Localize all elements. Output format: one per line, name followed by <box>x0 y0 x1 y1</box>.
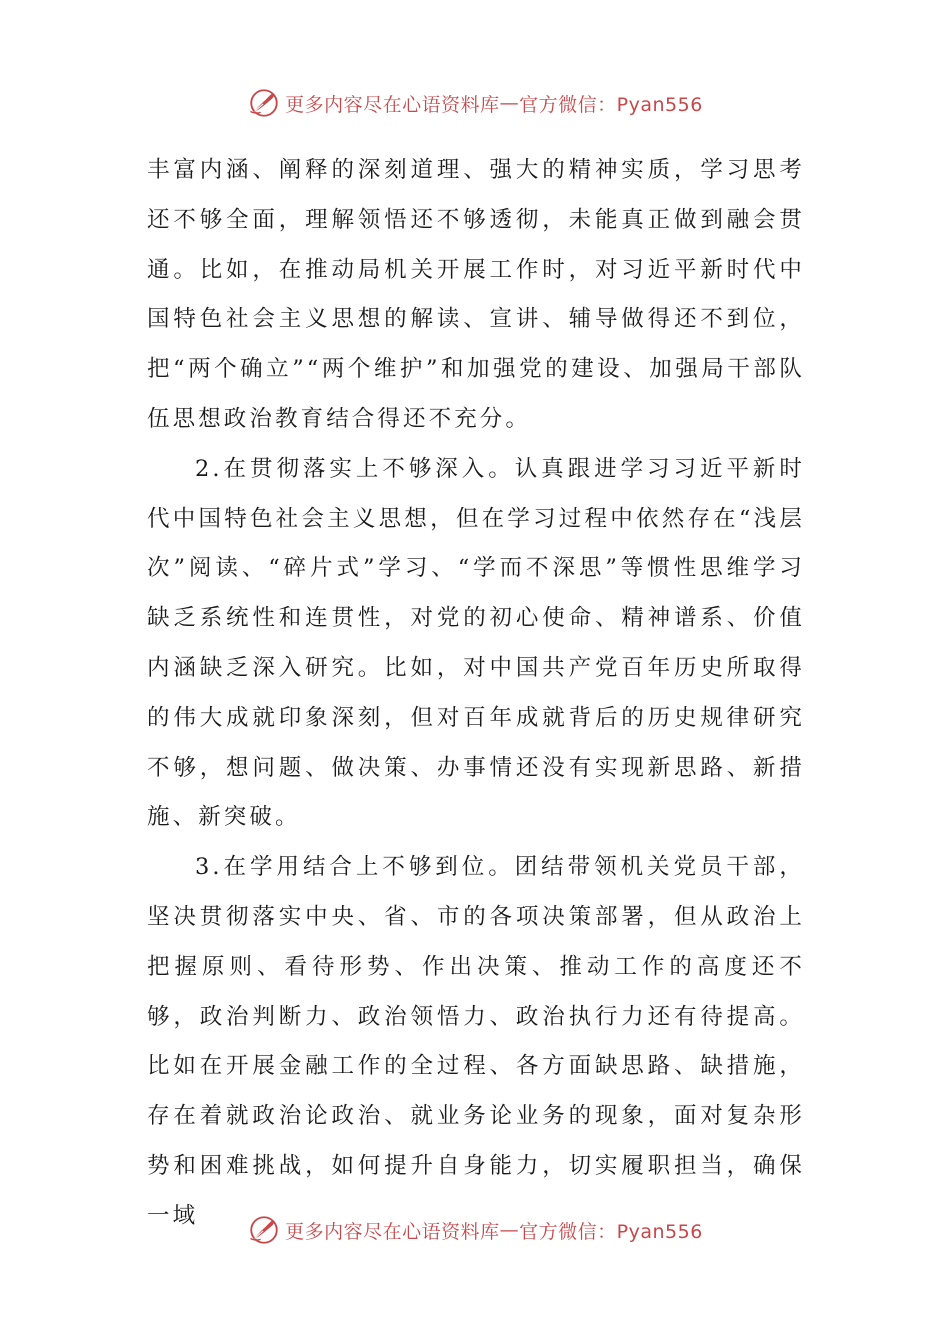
footer-banner <box>0 1210 950 1250</box>
paragraph-item-3: 3.在学用结合上不够到位。团结带领机关党员干部，坚决贯彻落实中央、省、市的各项决策部署，但从政治上把握原则、看待形势、作出决策、推动工作的高度还不够，政治判断力、政治领悟力、政治执行力还有待提高。比如在开展金融工作的全过程、各方面缺思路、缺措施，存在着就政治论政治、就业务论业务的现象，面对复杂形势和困难挑战，如何提升自身能力，切实履职担当，确保一域 <box>147 854 805 1229</box>
paragraph-continuation: 丰富内涵、阐释的深刻道理、强大的精神实质，学习思考还不够全面，理解领悟还不够透彻，未能真正做到融会贯通。比如，在推动局机关开展工作时，对习近平新时代中国特色社会主义思想的解读、宣讲、辅导做得还不到位，把“两个确立”“两个维护”和加强党的建设、加强局干部队伍思想政治教育结合得还不充分。 <box>147 157 805 432</box>
banner-contact: 官方微信：Pyan556 <box>519 93 703 116</box>
document-body <box>147 146 805 1242</box>
paragraph-item-2: 2.在贯彻落实上不够深入。认真跟进学习习近平新时代中国特色社会主义思想，但在学习过程中依然存在“浅层次”阅读、“碎片式”学习、“学而不深思”等惯性思维学习缺乏系统性和连贯性，对党的初心使命、精神谱系、价值内涵缺乏深入研究。比如，对中国共产党百年历史所取得的伟大成就印象深刻，但对百年成就背后的历史规律研究不够，想问题、做决策、办事情还没有实现新思路、新措施、新突破。 <box>147 455 805 831</box>
banner-contact: 官方微信：Pyan556 <box>519 1220 703 1243</box>
banner-separator: — <box>499 1219 520 1241</box>
banner-title: 更多内容尽在心语资料库 <box>285 93 500 116</box>
pen-nib-logo-icon <box>247 1213 281 1247</box>
pen-nib-logo-icon <box>247 86 281 120</box>
header-banner <box>0 83 950 123</box>
banner-title: 更多内容尽在心语资料库 <box>285 1220 500 1243</box>
banner-separator: — <box>499 92 520 114</box>
